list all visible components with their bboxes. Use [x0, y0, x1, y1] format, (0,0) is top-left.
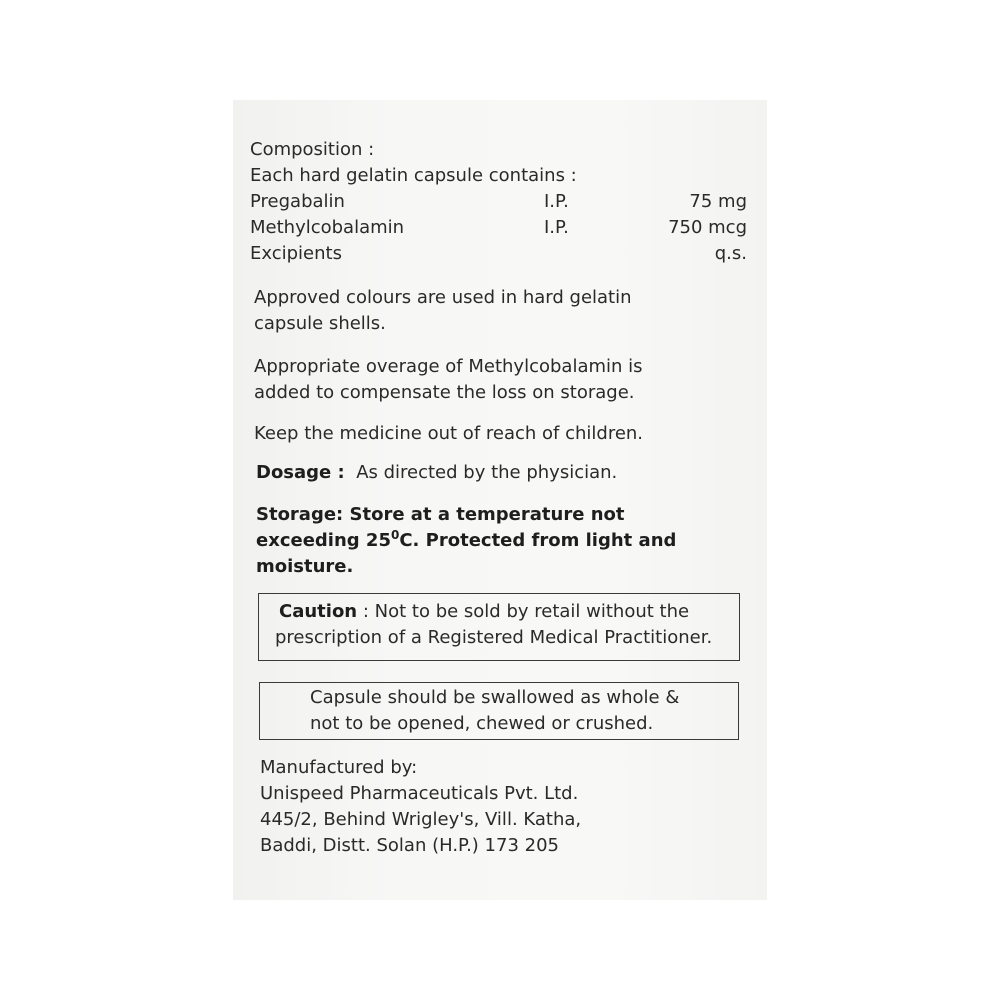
- capsule-note-line1: Capsule should be swallowed as whole &: [310, 687, 680, 708]
- caution-label: Caution: [279, 601, 358, 622]
- dosage-label: Dosage :: [256, 462, 345, 483]
- ingredient-grade: I.P.: [544, 191, 569, 212]
- overage-note-line1: Appropriate overage of Methylcobalamin is: [254, 356, 643, 377]
- storage-line2-pre: exceeding 25: [256, 530, 391, 551]
- composition-intro: Each hard gelatin capsule contains :: [250, 165, 577, 186]
- caution-line1: [279, 599, 689, 625]
- manufacturer-label: Manufactured by:: [260, 757, 418, 778]
- ingredient-grade: I.P.: [544, 217, 569, 238]
- caution-line2: prescription of a Registered Medical Practitioner.: [275, 627, 713, 648]
- storage-line1: Storage: Store at a temperature not: [256, 504, 625, 525]
- storage-line3: moisture.: [256, 556, 354, 577]
- manufacturer-address2: Baddi, Distt. Solan (H.P.) 173 205: [260, 835, 559, 856]
- label-panel: [233, 100, 767, 900]
- caution-box: [258, 593, 740, 661]
- children-warning: Keep the medicine out of reach of children.: [254, 423, 644, 444]
- storage-line2: [256, 528, 676, 554]
- ingredient-amount: 75 mg: [689, 191, 747, 212]
- colours-note-line1: Approved colours are used in hard gelatin: [254, 287, 632, 308]
- dosage-text: As directed by the physician.: [356, 462, 618, 483]
- ingredient-name: Excipients: [250, 243, 342, 264]
- ingredient-amount: q.s.: [714, 243, 747, 264]
- manufacturer-name: Unispeed Pharmaceuticals Pvt. Ltd.: [260, 783, 579, 804]
- composition-title: Composition :: [250, 139, 375, 160]
- storage-line2-post: C. Protected from light and: [399, 530, 677, 551]
- caution-text: : Not to be sold by retail without the: [357, 601, 690, 622]
- ingredient-amount: 750 mcg: [668, 217, 747, 238]
- ingredient-name: Methylcobalamin: [250, 217, 405, 238]
- capsule-note-box: [259, 682, 739, 740]
- manufacturer-address1: 445/2, Behind Wrigley's, Vill. Katha,: [260, 809, 582, 830]
- overage-note-line2: added to compensate the loss on storage.: [254, 382, 635, 403]
- colours-note-line2: capsule shells.: [254, 313, 386, 334]
- degree-symbol: 0: [390, 528, 400, 542]
- dosage-line: [256, 460, 617, 486]
- ingredient-name: Pregabalin: [250, 191, 345, 212]
- capsule-note-line2: not to be opened, chewed or crushed.: [310, 713, 654, 734]
